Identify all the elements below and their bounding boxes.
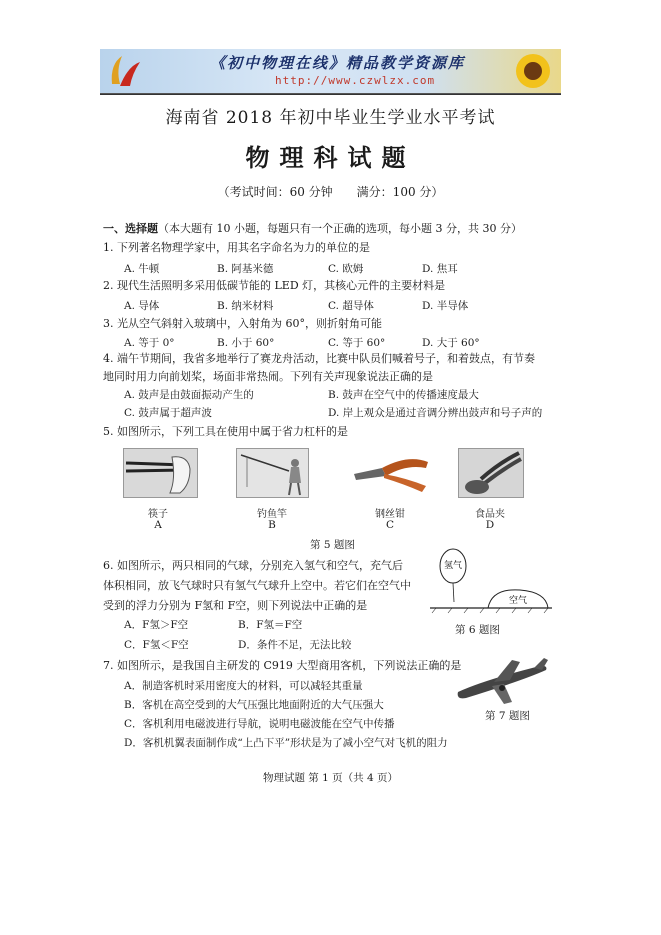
banner-divider — [100, 94, 561, 95]
page-footer: 物理试题 第 1 页（共 4 页） — [262, 772, 399, 784]
exam-title: 海南省 2018 年初中毕业生学业水平考试 — [165, 108, 496, 128]
q6-stem-line3: 受到的浮力分别为 F氢和 F空，则下列说法中正确的是 — [103, 599, 368, 612]
pliers-icon — [348, 448, 431, 496]
q5-label-b: 钓鱼竿 — [257, 509, 287, 520]
q5-letter-c: C — [385, 519, 395, 531]
q5-label-c: 钢丝钳 — [375, 509, 405, 520]
q5-letter-d: D — [485, 519, 495, 531]
q4-option-d: D. 岸上观众是通过音调分辨出鼓声和号子声的 — [328, 407, 543, 419]
airplane-figure — [454, 656, 550, 706]
q7-stem: 7. 如图所示，是我国自主研发的 C919 大型商用客机，下列说法正确的是 — [103, 659, 462, 672]
q5-letter-a: A — [154, 519, 162, 531]
q3-option-a: A. 等于 0° — [124, 337, 175, 349]
banner-title: 《初中物理在线》精品教学资源库 — [210, 54, 466, 72]
q3-option-b: B. 小于 60° — [217, 337, 275, 349]
section-heading — [103, 222, 522, 236]
q6-option-a: A．F氢＞F空 — [124, 619, 189, 631]
q1-stem: 1. 下列著名物理学家中，用其名字命名为力的单位的是 — [103, 241, 370, 254]
q6-option-d: D．条件不足，无法比较 — [238, 639, 352, 651]
fishing-rod-figure — [236, 448, 309, 498]
section-title: 一、选择题 — [103, 222, 158, 235]
air-label: 空气 — [508, 596, 528, 606]
logo-icon — [106, 52, 144, 90]
q5-stem: 5. 如图所示，下列工具在使用中属于省力杠杆的是 — [103, 425, 348, 438]
q4-option-a: A. 鼓声是由鼓面振动产生的 — [124, 389, 254, 401]
q7-option-a: A．制造客机时采用密度大的材料，可以减轻其重量 — [124, 680, 363, 692]
section-note: （本大题有 10 小题，每题只有一个正确的选项，每小题 3 分，共 30 分） — [158, 222, 522, 235]
q1-option-c: C. 欧姆 — [328, 263, 364, 275]
q6-stem-line2: 体积相同，放飞气球时只有氢气气球升上空中。若它们在空气中 — [103, 579, 411, 592]
q6-option-c: C．F氢＜F空 — [124, 639, 189, 651]
q5-caption: 第 5 题图 — [310, 539, 355, 551]
q4-stem-line1: 4. 端午节期间，我省多地举行了赛龙舟活动，比赛中队员们喊着号子，和着鼓点，有节奏 — [103, 352, 535, 365]
header-banner — [100, 49, 561, 94]
q2-option-a: A. 导体 — [124, 300, 160, 312]
balloons-figure — [428, 544, 554, 614]
chopsticks-icon — [124, 449, 197, 497]
q6-caption: 第 6 题图 — [455, 624, 500, 636]
fishing-rod-icon — [237, 449, 308, 497]
time-info: （考试时间：60 分钟 满分：100 分） — [217, 185, 444, 199]
q7-option-c: C．客机利用电磁波进行导航，说明电磁波能在空气中传播 — [124, 718, 395, 730]
q3-stem: 3. 光从空气斜射入玻璃中，入射角为 60°，则折射角可能 — [103, 317, 382, 330]
q1-option-a: A. 牛顿 — [124, 263, 160, 275]
q6-stem-line1: 6. 如图所示，两只相同的气球，分别充入氢气和空气，充气后 — [103, 559, 403, 572]
q2-stem: 2. 现代生活照明多采用低碳节能的 LED 灯，其核心元件的主要材料是 — [103, 279, 446, 292]
chopsticks-figure — [123, 448, 198, 498]
q3-option-c: C. 等于 60° — [328, 337, 386, 349]
q4-option-c: C. 鼓声属于超声波 — [124, 407, 212, 419]
tongs-icon — [459, 449, 523, 497]
q5-label-d: 食品夹 — [475, 509, 505, 520]
banner-url[interactable]: http://www.czwlzx.com — [275, 74, 436, 87]
q2-option-b: B. 纳米材料 — [217, 300, 274, 312]
q1-option-b: B. 阿基米德 — [217, 263, 274, 275]
q7-option-b: B．客机在高空受到的大气压强比地面附近的大气压强大 — [124, 699, 384, 711]
sunflower-icon — [508, 51, 558, 91]
q2-option-d: D. 半导体 — [422, 300, 469, 312]
q1-option-d: D. 焦耳 — [422, 263, 458, 275]
q5-letter-b: B — [268, 519, 276, 531]
food-tongs-figure — [458, 448, 524, 498]
q7-option-d: D．客机机翼表面制作成“上凸下平”形状是为了减小空气对飞机的阻力 — [124, 737, 448, 749]
q6-option-b: B．F氢＝F空 — [238, 619, 303, 631]
q4-stem-line2: 地同时用力向前划桨，场面非常热闹。下列有关声现象说法正确的是 — [103, 370, 433, 383]
q2-option-c: C. 超导体 — [328, 300, 374, 312]
wire-pliers-figure — [348, 448, 431, 496]
q7-caption: 第 7 题图 — [485, 710, 530, 722]
q4-option-b: B. 鼓声在空气中的传播速度最大 — [328, 389, 479, 401]
q3-option-d: D. 大于 60° — [422, 337, 480, 349]
hydrogen-label: 氢气 — [443, 561, 463, 571]
q5-label-a: 筷子 — [148, 509, 168, 520]
subject-title: 物理科试题 — [245, 143, 416, 172]
